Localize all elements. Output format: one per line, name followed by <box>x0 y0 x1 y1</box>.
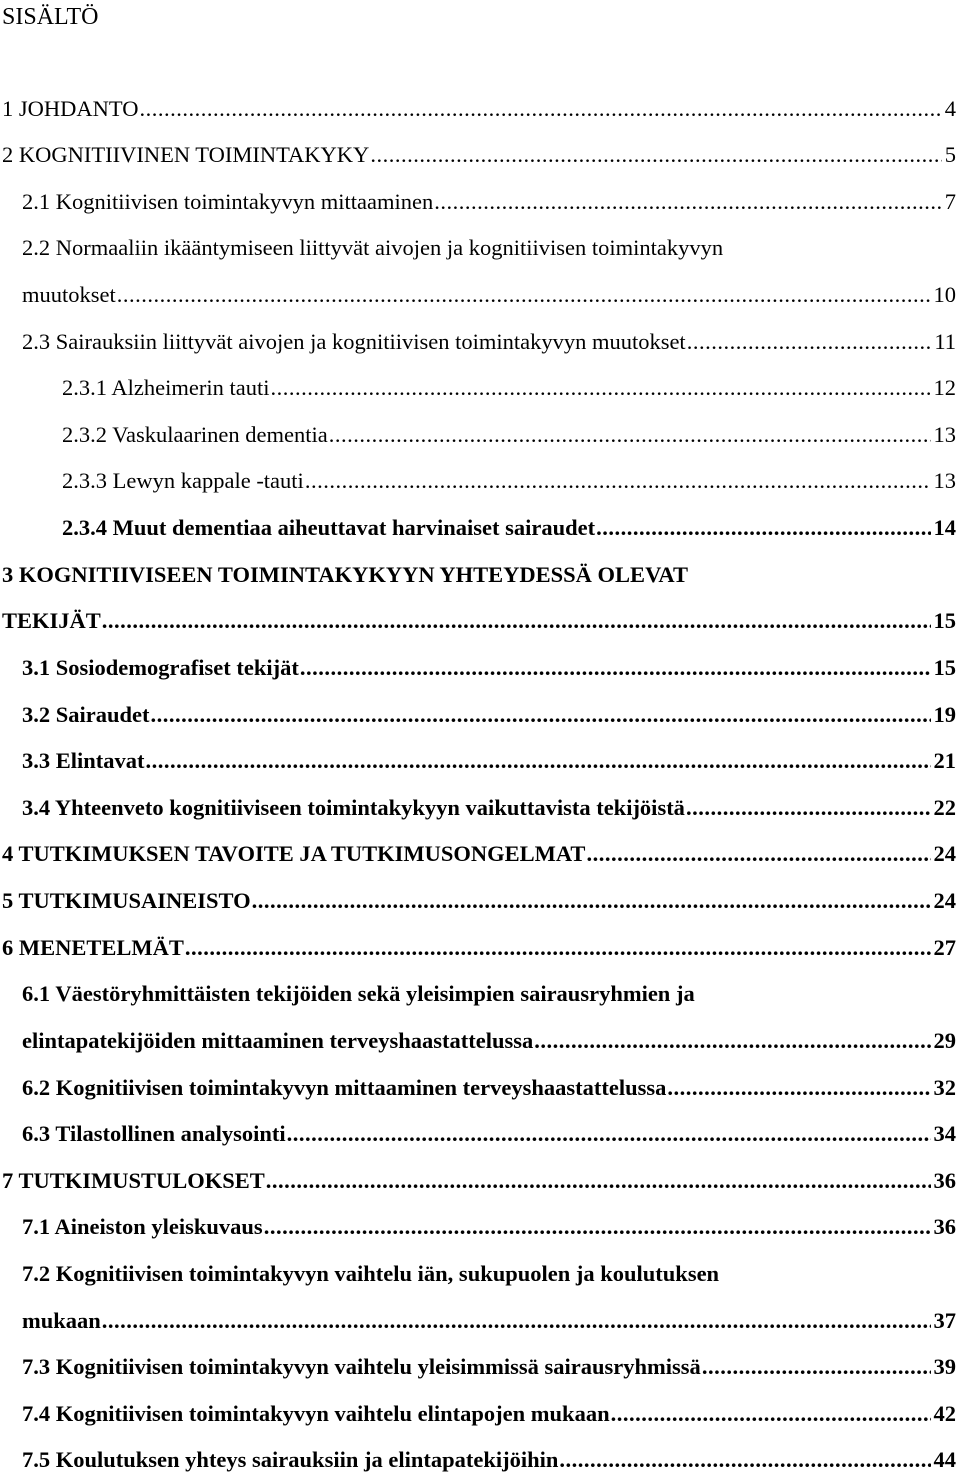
toc-page-number: 7 <box>944 189 956 214</box>
toc-page-number: 27 <box>933 935 956 960</box>
toc-page-number: 34 <box>933 1121 956 1146</box>
toc-page-number: 24 <box>933 888 956 913</box>
toc-entry-2-2-line1[interactable]: 2.2 Normaaliin ikääntymiseen liittyvät aivojen ja kognitiivisen toimintakyvyn <box>22 235 724 260</box>
toc-page-number: 4 <box>944 96 956 121</box>
toc-entry-1[interactable]: 1 JOHDANTO ..... 4 <box>2 94 956 124</box>
toc-entry-6-1-line1[interactable]: 6.1 Väestöryhmittäisten tekijöiden sekä yleisimpien sairausryhmien ja <box>22 981 695 1006</box>
toc-entry-3-4[interactable]: 3.4 Yhteenveto kognitiiviseen toimintakykyyn vaikuttavista tekijöistä ..... 22 <box>22 793 956 823</box>
toc-entry-6-1[interactable]: elintapatekijöiden mittaaminen terveyshaastattelussa ..... 29 <box>22 1026 956 1056</box>
toc-page-number: 15 <box>933 608 956 633</box>
toc-entry-7-5[interactable]: 7.5 Koulutuksen yhteys sairauksiin ja elintapatekijöihin ..... 44 <box>22 1445 956 1475</box>
toc-page-number: 24 <box>933 841 956 866</box>
toc-page-number: 11 <box>934 329 956 354</box>
toc-page-number: 5 <box>944 142 956 167</box>
toc-page-number: 32 <box>933 1075 956 1100</box>
toc-entry-2-3-2[interactable]: 2.3.2 Vaskulaarinen dementia ..... 13 <box>62 420 956 450</box>
toc-title: SISÄLTÖ <box>2 4 99 30</box>
toc-page-number: 42 <box>933 1401 956 1426</box>
toc-page-number: 39 <box>933 1354 956 1379</box>
toc-entry-7-3[interactable]: 7.3 Kognitiivisen toimintakyvyn vaihtelu yleisimmissä sairausryhmissä ..... 39 <box>22 1352 956 1382</box>
toc-page-number: 12 <box>933 375 956 400</box>
toc-entry-2[interactable]: 2 KOGNITIIVINEN TOIMINTAKYKY ..... 5 <box>2 140 956 170</box>
toc-page-number: 36 <box>933 1168 956 1193</box>
toc-entry-7-1[interactable]: 7.1 Aineiston yleiskuvaus ..... 36 <box>22 1212 956 1242</box>
toc-page-number: 13 <box>933 468 956 493</box>
toc-entry-3-line1[interactable]: 3 KOGNITIIVISEEN TOIMINTAKYKYYN YHTEYDESSÄ OLEVAT <box>2 562 688 587</box>
toc-page-number: 10 <box>933 282 956 307</box>
toc-page-number: 29 <box>933 1028 956 1053</box>
toc-page-number: 15 <box>933 655 956 680</box>
toc-entry-2-3-4[interactable]: 2.3.4 Muut dementiaa aiheuttavat harvinaiset sairaudet ..... 14 <box>62 513 956 543</box>
toc-entry-7-2[interactable]: mukaan ..... 37 <box>22 1306 956 1336</box>
toc-entry-2-3-1[interactable]: 2.3.1 Alzheimerin tauti ..... 12 <box>62 373 956 403</box>
toc-entry-6[interactable]: 6 MENETELMÄT ..... 27 <box>2 933 956 963</box>
toc-page-number: 22 <box>933 795 956 820</box>
toc-entry-5[interactable]: 5 TUTKIMUSAINEISTO ..... 24 <box>2 886 956 916</box>
toc-entry-3[interactable]: TEKIJÄT ..... 15 <box>2 606 956 636</box>
toc-entry-2-1[interactable]: 2.1 Kognitiivisen toimintakyvyn mittaaminen ..... 7 <box>22 187 956 217</box>
toc-entry-6-3[interactable]: 6.3 Tilastollinen analysointi ..... 34 <box>22 1119 956 1149</box>
toc-entry-6-2[interactable]: 6.2 Kognitiivisen toimintakyvyn mittaaminen terveyshaastattelussa ..... 32 <box>22 1073 956 1103</box>
toc-entry-2-2[interactable]: muutokset ..... 10 <box>22 280 956 310</box>
toc-entry-7-4[interactable]: 7.4 Kognitiivisen toimintakyvyn vaihtelu elintapojen mukaan ..... 42 <box>22 1399 956 1429</box>
toc-page-number: 36 <box>933 1214 956 1239</box>
toc-entry-3-2[interactable]: 3.2 Sairaudet ..... 19 <box>22 700 956 730</box>
toc-page-number: 19 <box>933 702 956 727</box>
toc-entry-3-3[interactable]: 3.3 Elintavat ..... 21 <box>22 746 956 776</box>
toc-page-number: 44 <box>933 1447 956 1472</box>
toc-entry-7-2-line1[interactable]: 7.2 Kognitiivisen toimintakyvyn vaihtelu iän, sukupuolen ja koulutuksen <box>22 1261 720 1286</box>
toc-entry-7[interactable]: 7 TUTKIMUSTULOKSET ..... 36 <box>2 1166 956 1196</box>
toc-page-number: 13 <box>933 422 956 447</box>
toc-page-number: 37 <box>933 1308 956 1333</box>
toc-entry-2-3-3[interactable]: 2.3.3 Lewyn kappale -tauti ..... 13 <box>62 466 956 496</box>
toc-page-number: 14 <box>933 515 956 540</box>
toc-page-number: 21 <box>933 748 956 773</box>
toc-entry-3-1[interactable]: 3.1 Sosiodemografiset tekijät ..... 15 <box>22 653 956 683</box>
toc-entry-2-3[interactable]: 2.3 Sairauksiin liittyvät aivojen ja kognitiivisen toimintakyvyn muutokset ..... 11 <box>22 327 956 357</box>
toc-entry-4[interactable]: 4 TUTKIMUKSEN TAVOITE JA TUTKIMUSONGELMAT ..... 24 <box>2 839 956 869</box>
